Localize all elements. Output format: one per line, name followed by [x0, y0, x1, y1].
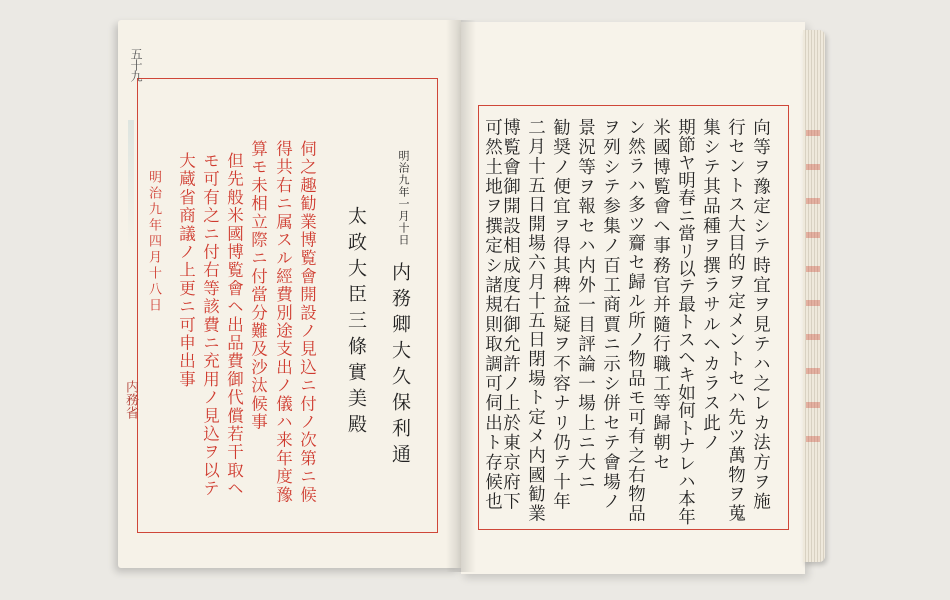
right-line-10: 二月十五日開場六月十五日閉場ト定メ内國勧業: [525, 118, 546, 524]
red-line-6: 大蔵省商議ノ上更ニ可申出事: [176, 152, 196, 389]
margin-tab-mark: [128, 120, 134, 250]
red-line-2: 得共右ニ属スル經費別途支出ノ儀ハ来年度豫: [273, 140, 293, 504]
sender: 内務卿大久保利通: [389, 262, 411, 470]
right-line-11: 博覧會御開設相成度右御允許ノ上於東京府下: [500, 118, 521, 512]
right-line-4: 期節ヤ明春ニ當リ以テ最トスヘキ如何トナレハ本年: [675, 118, 696, 526]
right-line-9: 勧奨ノ便宜ヲ得其稗益疑ヲ不容ナリ仍テ十年: [550, 118, 571, 512]
margin-side-label: 内務省: [123, 380, 138, 419]
right-line-3: 集シテ其品種ヲ撰ラサルヘカラス此ノ: [700, 118, 721, 453]
red-line-3: 算モ未相立際ニ付當分難及沙汰候事: [248, 140, 268, 432]
footer-date: 明治九年四月十八日: [146, 170, 161, 314]
edge-marks: [806, 130, 820, 450]
header-date: 明治九年一月十日: [397, 150, 410, 246]
book-gutter: [446, 20, 476, 572]
folio-number: 五十九: [129, 48, 143, 81]
red-line-5: モ可有之ニ付右等該費ニ充用ノ見込ヲ以テ: [200, 152, 220, 498]
right-line-7: ヲ列シテ参集ノ百工商賈ニ示シ併セテ會場ノ: [600, 118, 621, 512]
right-line-2: 行セントス大目的ヲ定メントセハ先ツ萬物ヲ蒐: [725, 118, 746, 524]
right-line-5: 米國博覧會ヘ事務官并隨行職工等歸朝セ: [650, 118, 671, 473]
addressee: 太政大臣三條實美殿: [345, 206, 367, 440]
red-line-1: 伺之趣勧業博覧會開設ノ見込ニ付ノ次第ニ候: [297, 140, 317, 504]
right-line-8: 景況等ヲ報セハ内外一目評論一場上ニ大ニ: [575, 118, 596, 493]
red-line-4: 但先般米國博覧會ヘ出品費御代償若干取ヘ: [224, 152, 244, 498]
right-line-12: 可然土地ヲ撰定シ諸規則取調可伺出ト存候也: [482, 118, 503, 512]
right-line-1: 向等ヲ豫定シテ時宜ヲ見テハ之レカ法方ヲ施: [750, 118, 771, 512]
right-line-6: ン然ラハ多ツ齎セ歸ル所ノ物品モ可有之右物品: [625, 118, 646, 524]
